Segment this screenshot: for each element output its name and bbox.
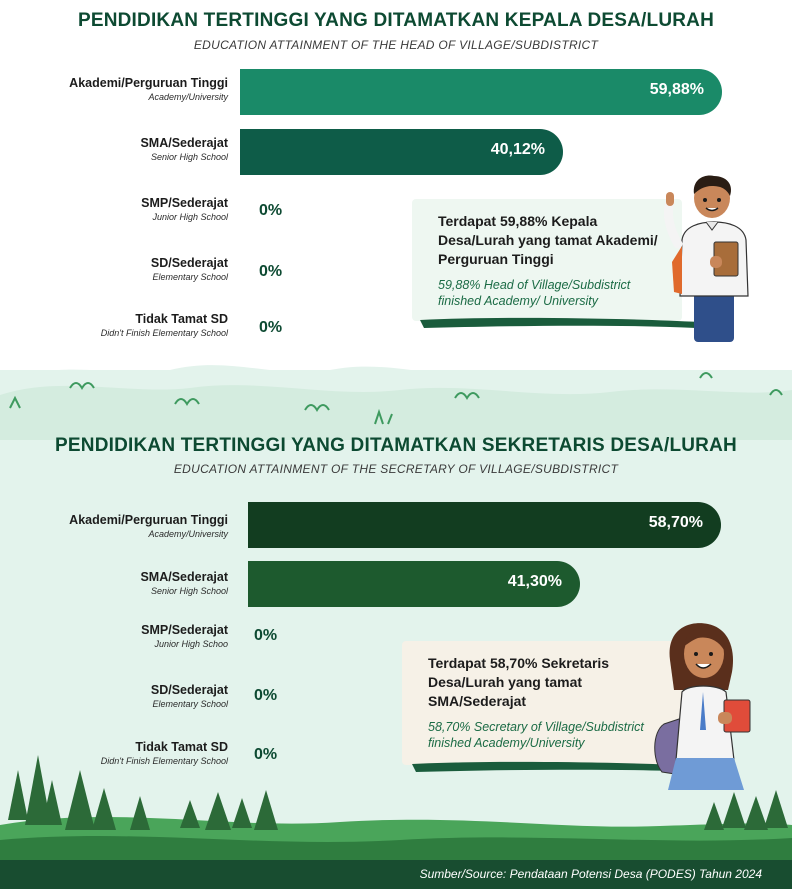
chart1-bar-senior-high xyxy=(240,129,563,175)
category-label-en: Didn't Finish Elementary School xyxy=(100,756,228,766)
category-label-id: SMA/Sederajat xyxy=(140,570,228,584)
chart2-category-5 xyxy=(101,740,228,767)
chart2-subtitle: EDUCATION ATTAINMENT OF THE SECRETARY OF VILLAGE/SUBDISTRICT xyxy=(173,462,619,476)
chart1-category-3 xyxy=(141,196,228,223)
chart1-category-2 xyxy=(140,136,228,163)
chart1-callout xyxy=(438,212,666,309)
chart2-category-2 xyxy=(140,570,228,597)
category-label-en: Senior High School xyxy=(150,152,228,162)
bar-value-label: 41,30% xyxy=(507,573,562,590)
chart1-category-5 xyxy=(101,312,228,339)
bar-value-label: 40,12% xyxy=(490,141,545,158)
chart1-value-not-finished: 0% xyxy=(259,319,283,336)
category-label-en: Junior High Schoo xyxy=(154,639,228,649)
category-label-en: Elementary School xyxy=(152,272,228,282)
category-label-en: Didn't Finish Elementary School xyxy=(100,328,228,338)
callout-translation: 59,88% Head of Village/Subdistrict finished Academy/ University xyxy=(438,278,631,308)
chart2-category-1 xyxy=(69,513,228,540)
category-label-en: Junior High School xyxy=(152,212,228,222)
chart1-title: PENDIDIKAN TERTINGGI YANG DITAMATKAN KEPALA DESA/LURAH xyxy=(77,10,715,31)
category-label-en: Academy/University xyxy=(148,92,228,102)
chart2-bar-academy xyxy=(248,502,721,548)
chart1-value-elementary: 0% xyxy=(259,263,283,280)
chart1-value-junior-high: 0% xyxy=(259,202,283,219)
category-label-id: SMA/Sederajat xyxy=(140,136,228,150)
chart2-category-3 xyxy=(141,623,228,650)
category-label-en: Senior High School xyxy=(150,586,228,596)
boy-student-illustration xyxy=(660,172,768,342)
chart1-category-4 xyxy=(151,256,228,283)
category-label-id: SMP/Sederajat xyxy=(141,623,228,637)
chart2-value-not-finished: 0% xyxy=(254,746,278,763)
callout-heading: Terdapat 58,70% Sekretaris Desa/Lurah yang tamat SMA/Sederajat xyxy=(428,655,610,709)
girl-student-illustration xyxy=(648,620,760,790)
chart1-callout-underline xyxy=(420,316,700,330)
chart2-value-junior-high: 0% xyxy=(254,627,278,644)
bar-value-label: 59,88% xyxy=(649,81,704,98)
callout-translation: 58,70% Secretary of Village/Subdistrict finished Academy/University xyxy=(428,720,644,750)
category-label-id: SD/Sederajat xyxy=(150,683,228,697)
chart1-bar-academy xyxy=(240,69,722,115)
chart2-value-elementary: 0% xyxy=(254,687,278,704)
category-label-id: SMP/Sederajat xyxy=(141,196,228,210)
callout-heading: Terdapat 59,88% Kepala Desa/Lurah yang tamat Akademi/ Perguruan Tinggi xyxy=(438,213,658,267)
category-label-en: Elementary School xyxy=(152,699,228,709)
category-label-id: Tidak Tamat SD xyxy=(135,312,228,326)
category-label-id: Akademi/Perguruan Tinggi xyxy=(69,76,228,90)
chart2-title: PENDIDIKAN TERTINGGI YANG DITAMATKAN SEKRETARIS DESA/LURAH xyxy=(55,435,737,456)
category-label-en: Academy/University xyxy=(148,529,228,539)
bar-value-label: 58,70% xyxy=(648,514,703,531)
chart1-subtitle: EDUCATION ATTAINMENT OF THE HEAD OF VILLAGE/SUBDISTRICT xyxy=(193,38,599,52)
category-label-id: Akademi/Perguruan Tinggi xyxy=(69,513,228,527)
chart2-category-4 xyxy=(151,683,228,710)
hills-decoration xyxy=(0,340,792,440)
source-note: Sumber/Source: Pendataan Potensi Desa (PODES) Tahun 2024 xyxy=(419,867,762,881)
chart2-bar-senior-high xyxy=(248,561,580,607)
category-label-id: Tidak Tamat SD xyxy=(135,740,228,754)
chart2-callout xyxy=(428,654,668,751)
chart1-category-1 xyxy=(69,76,228,103)
category-label-id: SD/Sederajat xyxy=(150,256,228,270)
